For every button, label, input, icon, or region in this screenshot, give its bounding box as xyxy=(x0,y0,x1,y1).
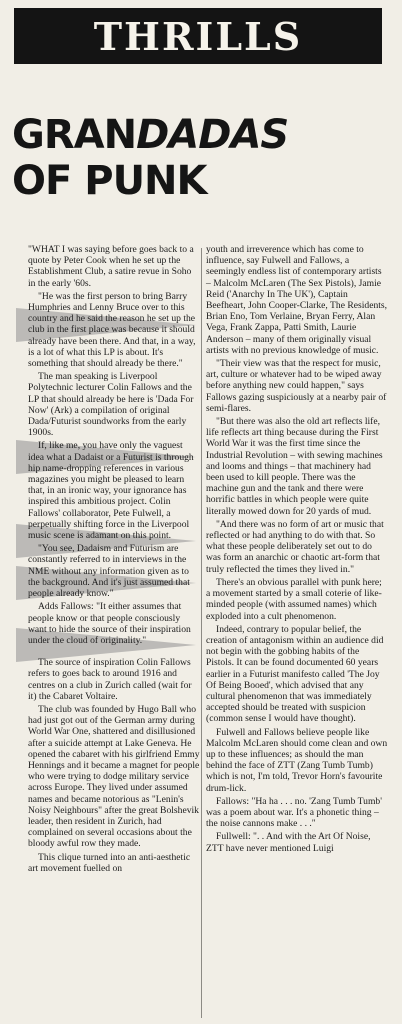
paragraph: "He was the first person to bring Barry Humphries and Lenny Bruce over to this country and he said the reason he set up the club in the first place was because it should already have been there. And that, in a way, is a lot of what this LP is about. It's something that should already be there." xyxy=(28,290,196,370)
paragraph: "But there was also the old art reflects life, life reflects art thing because during the First World War it was the first time since the Industrial Revolution – with sewing machines and looms and things – that machinery had been used to kill people. There was the machine gun and the tank and there were horrific battles in which people were quite literally mowed down for 20 yards of mud. xyxy=(206,416,383,517)
paragraph: This clique turned into an anti-aesthetic art movement fuelled on xyxy=(28,851,191,874)
section-banner-text: THRILLS xyxy=(93,13,303,59)
paragraph: The man speaking is Liverpool Polytechnic lecturer Colin Fallows and the LP that should already be here is 'Dada For Now' (Ark) a compilation of original Dada/Futurist soundworks from the early 1900s. xyxy=(28,371,194,439)
paragraph: "You see, Dadaism and Futurism are constantly referred to in interviews in the NME without any information given as to the background. And it's just assumed that people already know." xyxy=(28,543,190,600)
article-column-right xyxy=(206,244,388,856)
paragraph: "And there was no form of art or music that reflected or had anything to do with that. So what these people deliberately set out to do was form an anarchic or chaotic art-form that truly reflected the times they lived in." xyxy=(206,518,384,575)
paragraph: If, like me, you have only the vaguest idea what a Dadaist or a Futurist is through hip name-dropping references in various magazines you might be pleased to learn that, in an ironic way, your ignorance has inspired this ambitious project. Colin Fallows' collaborator, Pete Fulwell, a perpetually shifting force in the Liverpool music scene is adamant on this point. xyxy=(28,440,194,542)
paragraph: Fulwell and Fallows believe people like Malcolm McLaren should come clean and own up to these influences; as should the man behind the face of ZTT (Zang Tumb Tumb) which is not, I'm told, Trevor Horn's favourite drum-lick. xyxy=(206,726,388,794)
article-headline xyxy=(12,112,392,204)
paragraph: "Their view was that the respect for music, art, culture or whatever had to be wiped away before anything new could happen," says Fallows gazing suspiciously at a nearby pair of semi-flares. xyxy=(206,358,387,414)
headline-line-1 xyxy=(12,112,392,158)
paragraph: Fallows: "Ha ha . . . no. 'Zang Tumb Tumb' was a poem about war. It's a phonetic thing – the noise cannons make . . ." xyxy=(206,795,382,830)
headline-part-gran: GRAN xyxy=(12,112,137,158)
paragraph: "WHAT I was saying before goes back to a quote by Peter Cook when he set up the Establishment Club, a satire revue in Soho in the early '60s. xyxy=(28,244,194,289)
paragraph: There's an obvious parallel with punk here; a movement started by a small coterie of like-minded people (with assumed names) which exploded into a cult phenomenon. xyxy=(206,576,382,622)
headline-line-2: OF PUNK xyxy=(12,158,207,204)
paragraph: The club was founded by Hugo Ball who had just got out of the German army during World War One, shattered and disillusioned after a suicide attempt at Lake Geneva. He opened the cabaret with his girlfriend Emmy Hennings and it became a magnet for people who were trying to dodge military service across Europe. They lived under assumed names and became notorious as "Lenin's Noisy Neighbours" after the great Bolshevik leader, then resident in Zurich, had complained on several occasions about the bloody awful row they made. xyxy=(28,703,200,850)
paragraph: Fullwell: ". . And with the Art Of Noise, ZTT have never mentioned Luigi xyxy=(206,831,371,854)
paragraph: The source of inspiration Colin Fallows refers to goes back to around 1916 and centres on a club in Zurich called (wait for it) the Cabaret Voltaire. xyxy=(28,657,192,702)
paragraph: youth and irreverence which has come to influence, say Fulwell and Fallows, a seemingly endless list of contemporary artists – Malcolm McLaren (The Sex Pistols), Jamie Reid ('Anarchy In The UK'), Captain Beefheart, John Cooper-Clarke, The Residents, Brian Eno, Tom Verlaine, Bryan Ferry, Alan Vega, Frank Zappa, Patti Smith, Laurie Anderson – many of them originally visual artists with no previous knowledge of music. xyxy=(206,244,388,356)
paragraph: Adds Fallows: "It either assumes that people know or that people consciously want to hide the source of their inspiration under the cloud of originality." xyxy=(28,601,191,646)
headline-part-dadas: DADAS xyxy=(136,112,289,158)
column-divider xyxy=(201,248,202,1018)
article-column-left xyxy=(28,244,200,876)
paragraph: Indeed, contrary to popular belief, the creation of antagonism within an audience did not begin with the gobbing habits of the Pistols. It can be found documented 60 years earlier in a Futurist manifesto called 'The Joy Of Being Booed', which advised that any cultural phenomenon that was immediately accepted should be treated with suspicion (common sense I would have thought). xyxy=(206,623,384,725)
section-banner xyxy=(14,8,382,64)
